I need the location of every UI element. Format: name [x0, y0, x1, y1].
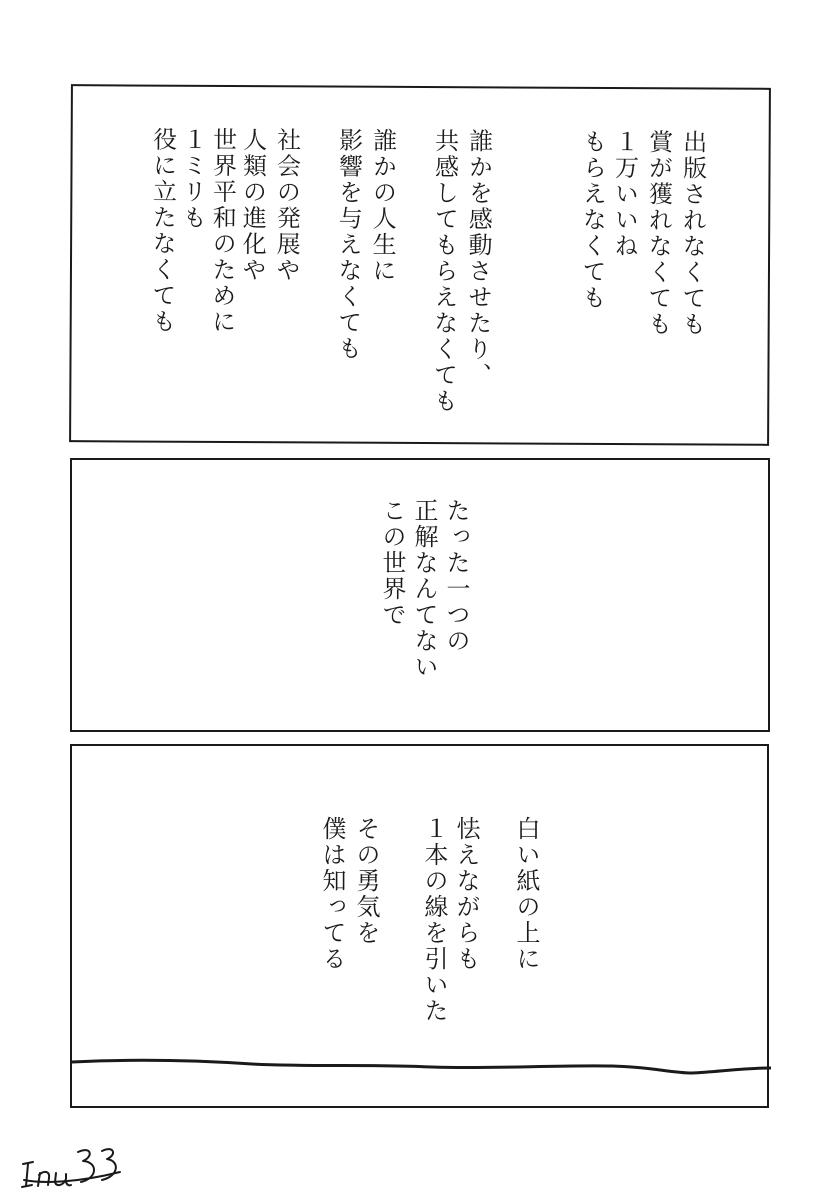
text-line: その勇気を	[352, 816, 380, 946]
text-line: 誰かの人生に	[367, 127, 397, 284]
text-line: １万いいね	[610, 128, 639, 260]
panel-1	[69, 84, 771, 446]
text-line: 僕は知ってる	[318, 816, 346, 972]
text-line: もらえなくても	[577, 128, 607, 311]
text-line: １ミリも	[178, 126, 207, 231]
text-line: 影響を与えなくても	[333, 127, 363, 362]
text-line: 社会の発展や	[271, 127, 301, 284]
text-line: １本の線を引いた	[420, 816, 448, 1024]
text-line: 役に立たなくても	[147, 126, 177, 335]
text-line: 正解なんてない	[410, 498, 438, 680]
text-line: この世界で	[378, 498, 406, 628]
panel-2	[70, 458, 770, 732]
text-line: たった一つの	[442, 498, 470, 654]
text-line: 出版されなくても	[677, 129, 707, 338]
text-line: 共感してもらえなくても	[429, 128, 459, 415]
text-line: 怯えながらも	[452, 816, 480, 972]
signature-logo	[20, 1138, 130, 1190]
text-line: 白い紙の上に	[512, 816, 540, 972]
panel-3	[70, 744, 769, 1108]
text-line: 世界平和のために	[207, 126, 237, 336]
horizon-line	[72, 746, 771, 1110]
text-line: 誰かを感動させたり、	[463, 128, 493, 389]
text-line: 人類の進化や	[237, 127, 267, 284]
text-line: 賞が獲れなくても	[643, 129, 673, 338]
